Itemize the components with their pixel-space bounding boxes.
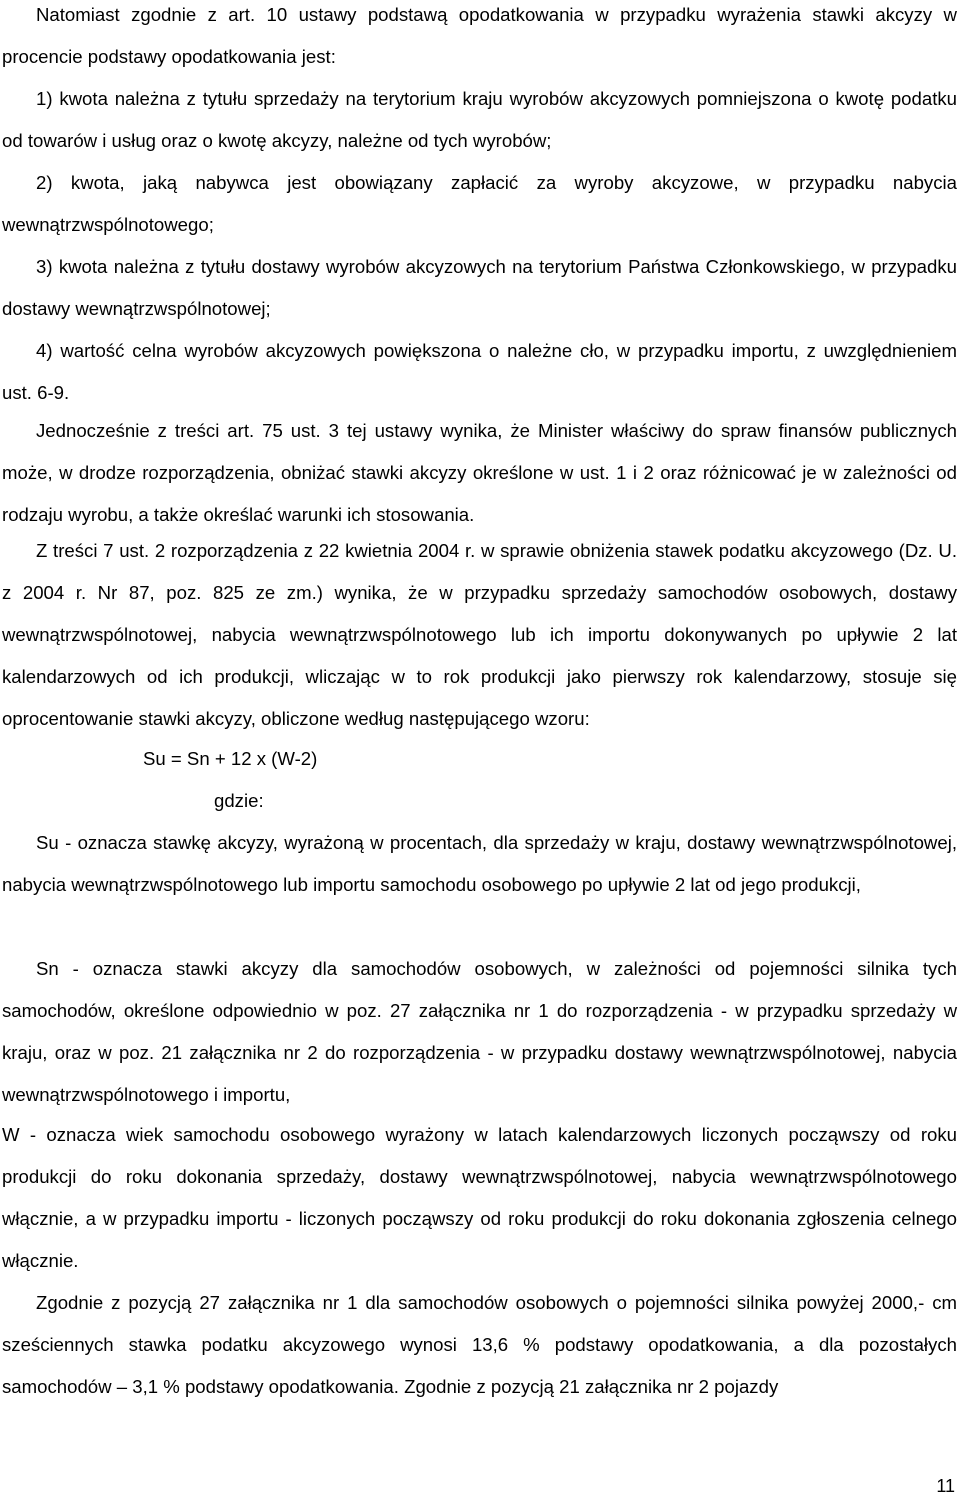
- list-item-2: 2) kwota, jaką nabywca jest obowiązany zapłacić za wyroby akcyzowe, w przypadku nabycia wewnątrzwspólnotowego;: [2, 172, 957, 235]
- list-item-1: 1) kwota należna z tytułu sprzedaży na terytorium kraju wyrobów akcyzowych pomniejszona o kwotę podatku od towarów i usług oraz o kwotę akcyzy, należne od tych wyrobów;: [2, 88, 957, 151]
- formula-where-label: gdzie:: [214, 790, 264, 811]
- formula: Su = Sn + 12 x (W-2): [143, 748, 318, 769]
- definition-su: Su - oznacza stawkę akcyzy, wyrażoną w procentach, dla sprzedaży w kraju, dostawy wewnątrzwspólnotowej, nabycia wewnątrzwspólnotowego lub importu samochodu osobowego po upływie 2 lat od jego produkcji,: [2, 832, 957, 895]
- definition-w: W - oznacza wiek samochodu osobowego wyrażony w latach kalendarzowych liczonych począwszy od roku produkcji do roku dokonania sprzedaży, dostawy wewnątrzwspólnotowej, nabycia wewnątrzwspólnotowego włącznie, a w przypadku importu - liczonych począwszy od roku produkcji do roku dokonania zgłoszenia celnego włącznie.: [2, 1124, 957, 1271]
- page-number: 11: [936, 1476, 955, 1496]
- paragraph-art-75: Jednocześnie z treści art. 75 ust. 3 tej ustawy wynika, że Minister właściwy do spraw finansów publicznych może, w drodze rozporządzenia, obniżać stawki akcyzy określone w ust. 1 i 2 oraz różnicować je w zależności od rodzaju wyrobu, a także określać warunki ich stosowania.: [2, 420, 957, 525]
- paragraph-position-27: Zgodnie z pozycją 27 załącznika nr 1 dla samochodów osobowych o pojemności silnika powyżej 2000,- cm sześciennych stawka podatku akcyzowego wynosi 13,6 % podstawy opodatkowania, a dla pozostałych samochodów – 3,1 % podstawy opodatkowania. Zgodnie z pozycją 21 załącznika nr 2 pojazdy: [2, 1292, 957, 1397]
- paragraph-intro: Natomiast zgodnie z art. 10 ustawy podstawą opodatkowania w przypadku wyrażenia stawki akcyzy w procencie podstawy opodatkowania jest:: [2, 4, 957, 67]
- paragraph-regulation: Z treści 7 ust. 2 rozporządzenia z 22 kwietnia 2004 r. w sprawie obniżenia stawek podatku akcyzowego (Dz. U. z 2004 r. Nr 87, poz. 825 ze zm.) wynika, że w przypadku sprzedaży samochodów osobowych, dostawy wewnątrzwspólnotowej, nabycia wewnątrzwspólnotowego lub ich importu dokonywanych po upływie 2 lat kalendarzowych od ich produkcji, wliczając w to rok produkcji jako pierwszy rok kalendarzowy, stosuje się oprocentowanie stawki akcyzy, obliczone według następującego wzoru:: [2, 540, 957, 729]
- list-item-4: 4) wartość celna wyrobów akcyzowych powiększona o należne cło, w przypadku importu, z uwzględnieniem ust. 6-9.: [2, 340, 957, 403]
- list-item-3: 3) kwota należna z tytułu dostawy wyrobów akcyzowych na terytorium Państwa Członkowskiego, w przypadku dostawy wewnątrzwspólnotowej;: [2, 256, 957, 319]
- definition-sn: Sn - oznacza stawki akcyzy dla samochodów osobowych, w zależności od pojemności silnika tych samochodów, określone odpowiednio w poz. 27 załącznika nr 1 do rozporządzenia - w przypadku sprzedaży w kraju, oraz w poz. 21 załącznika nr 2 do rozporządzenia - w przypadku dostawy wewnątrzwspólnotowej, nabycia wewnątrzwspólnotowego i importu,: [2, 958, 957, 1105]
